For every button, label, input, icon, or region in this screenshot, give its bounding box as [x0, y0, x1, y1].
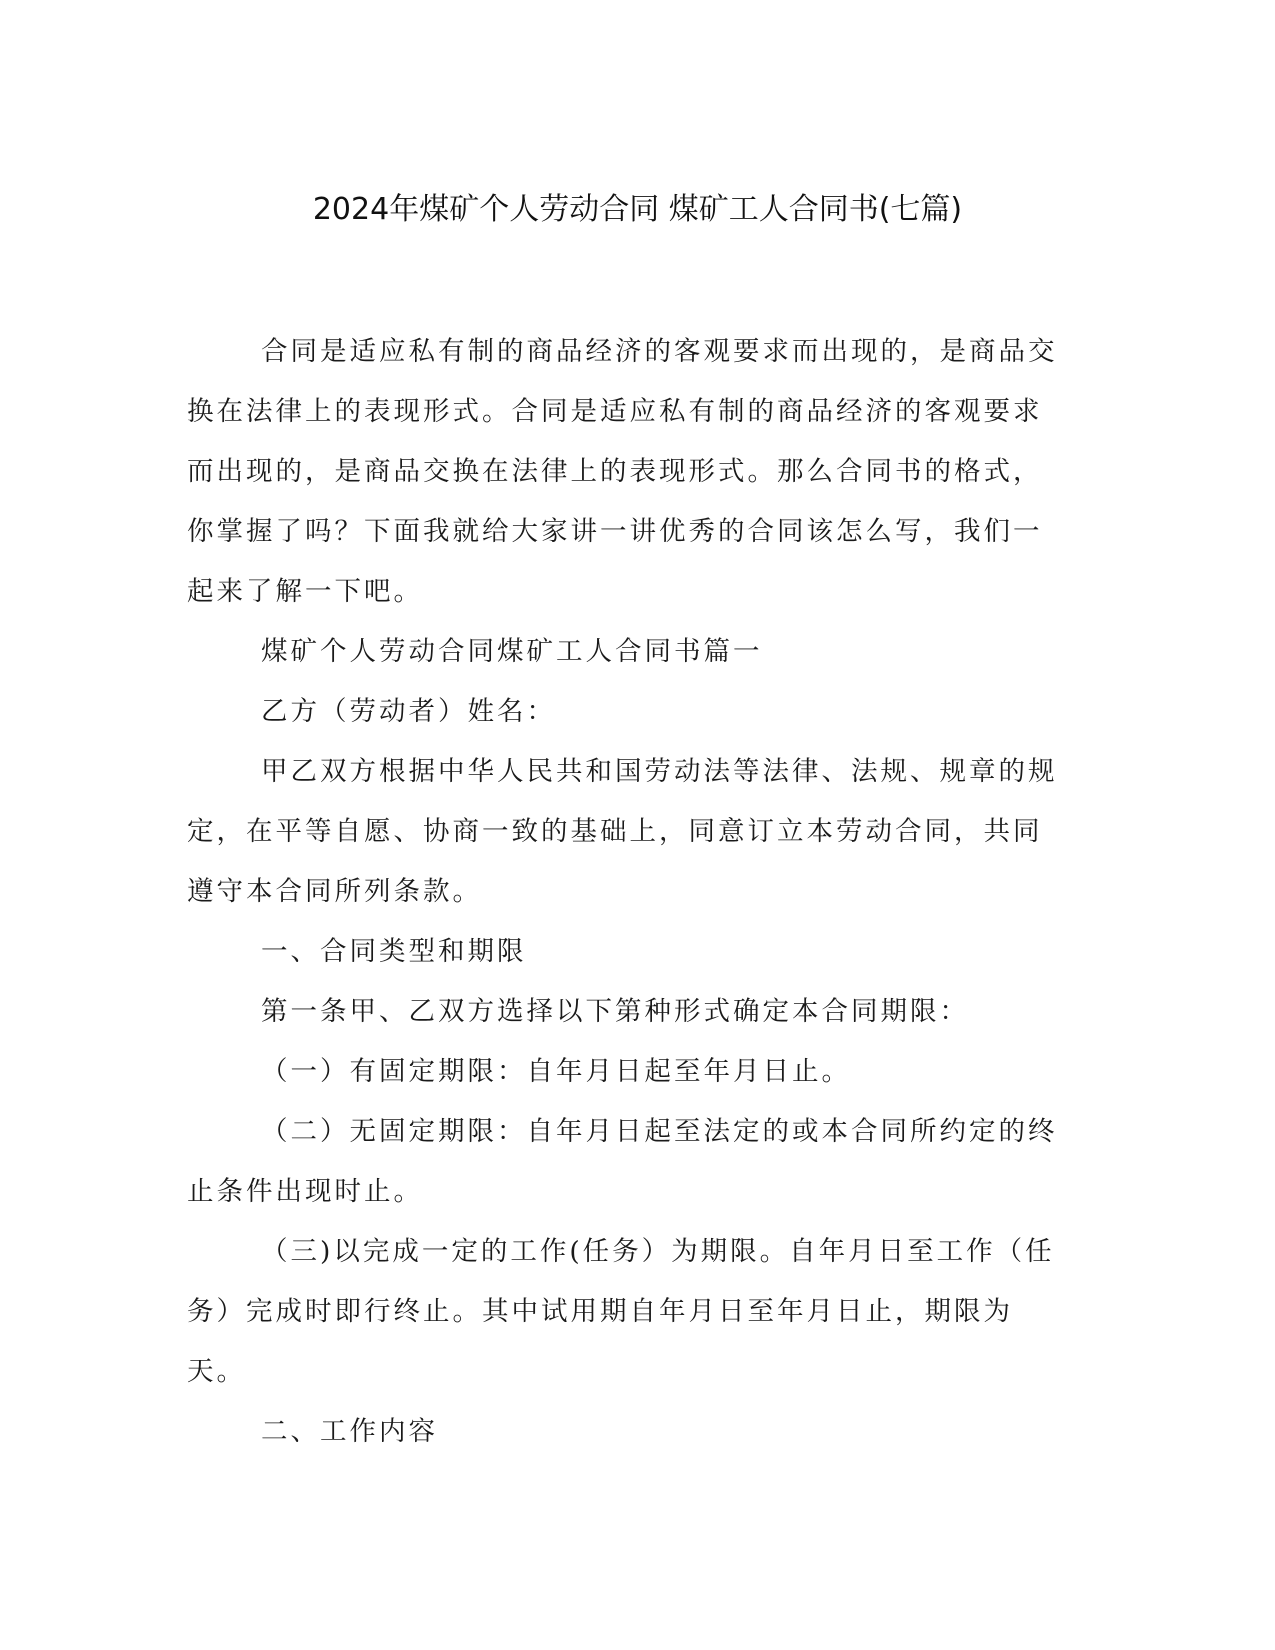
- paragraph-open-term: （二）无固定期限：自年月日起至法定的或本合同所约定的终止条件出现时止。: [187, 1116, 1058, 1207]
- document-body: [187, 322, 1067, 1462]
- paragraph-task-term: （三)以完成一定的工作(任务）为期限。自年月日至工作（任务）完成时即行终止。其中试用期自年月日至年月日止，期限为天。: [187, 1236, 1055, 1387]
- section-heading-part-one: 煤矿个人劳动合同煤矿工人合同书篇一: [261, 636, 763, 667]
- paragraph-party-b-name: 乙方（劳动者）姓名：: [261, 696, 556, 727]
- paragraph-agreement-basis: 甲乙双方根据中华人民共和国劳动法等法律、法规、规章的规定，在平等自愿、协商一致的基础上，同意订立本劳动合同，共同遵守本合同所列条款。: [187, 756, 1058, 907]
- paragraph-article-one: 第一条甲、乙双方选择以下第种形式确定本合同期限：: [261, 996, 969, 1027]
- paragraph-fixed-term: （一）有固定期限：自年月日起至年月日止。: [261, 1056, 851, 1087]
- paragraph-intro: 合同是适应私有制的商品经济的客观要求而出现的，是商品交换在法律上的表现形式。合同是适应私有制的商品经济的客观要求而出现的，是商品交换在法律上的表现形式。那么合同书的格式，你掌握了吗？下面我就给大家讲一讲优秀的合同该怎么写，我们一起来了解一下吧。: [187, 336, 1058, 607]
- document-title: 2024年煤矿个人劳动合同 煤矿工人合同书(七篇): [312, 192, 963, 227]
- section-heading-contract-type: 一、合同类型和期限: [261, 936, 527, 967]
- section-heading-work-content: 二、工作内容: [261, 1416, 438, 1447]
